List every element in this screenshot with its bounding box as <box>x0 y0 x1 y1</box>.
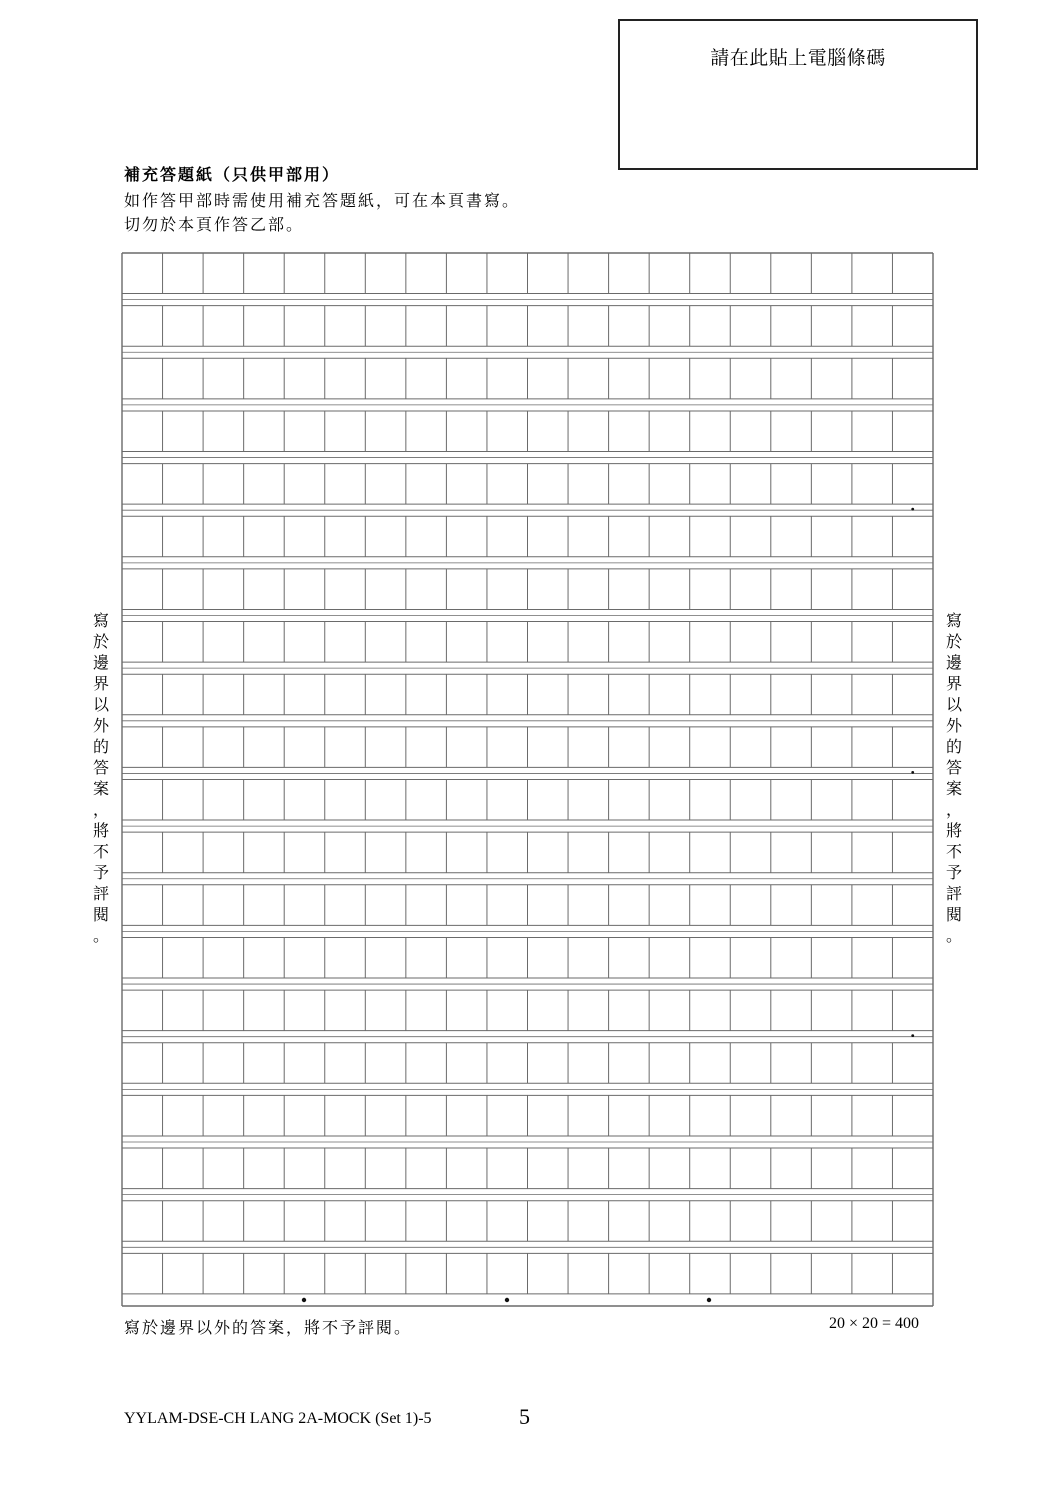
margin-warning-char: 於 <box>945 632 962 651</box>
count-marker-dot <box>911 1034 914 1037</box>
margin-warning-char: 將 <box>945 821 962 840</box>
margin-warning-char: ， <box>92 800 109 819</box>
margin-warning-char: 閱 <box>945 905 962 924</box>
count-marker-dot <box>911 508 914 511</box>
count-marker-dot <box>707 1298 711 1302</box>
barcode-instruction: 請在此貼上電腦條碼 <box>710 47 886 69</box>
count-marker-dot <box>505 1298 509 1302</box>
margin-warning-char: 不 <box>945 842 962 861</box>
paper-code: YYLAM-DSE-CH LANG 2A-MOCK (Set 1)-5 <box>124 1410 432 1427</box>
margin-warning-char: 不 <box>92 842 109 861</box>
margin-warning-char: 寫 <box>92 611 109 630</box>
margin-warning-char: 以 <box>92 695 109 714</box>
margin-warning-char: ， <box>945 800 962 819</box>
margin-warning-char: 界 <box>92 674 109 693</box>
character-count-formula: 20 × 20 = 400 <box>829 1315 920 1332</box>
margin-warning-char: 寫 <box>945 611 962 630</box>
margin-warning-char: 案 <box>92 779 109 798</box>
margin-warning-char: 答 <box>92 758 109 777</box>
margin-warning-char: 外 <box>92 716 109 735</box>
margin-warning-char: 的 <box>945 737 962 756</box>
supplementary-title: 補充答題紙（只供甲部用） <box>124 165 341 184</box>
margin-warning-char: 案 <box>945 779 962 798</box>
margin-warning-char: 於 <box>92 632 109 651</box>
bottom-margin-warning: 寫於邊界以外的答案，將不予評閱。 <box>124 1318 413 1337</box>
margin-warning-char: 將 <box>92 821 109 840</box>
margin-warning-char: 予 <box>945 863 962 882</box>
margin-warning-char: 評 <box>945 884 962 903</box>
margin-warning-char: 以 <box>945 695 962 714</box>
count-marker-dot <box>302 1298 306 1302</box>
supplementary-instruction-1: 如作答甲部時需使用補充答題紙，可在本頁書寫。 <box>124 191 521 210</box>
margin-warning-char: 答 <box>945 758 962 777</box>
count-marker-dot <box>911 771 914 774</box>
margin-warning-char: 外 <box>945 716 962 735</box>
margin-warning-char: 邊 <box>92 653 109 672</box>
supplementary-instruction-2: 切勿於本頁作答乙部。 <box>124 215 305 234</box>
margin-warning-char: 予 <box>92 863 109 882</box>
page-number: 5 <box>519 1404 530 1429</box>
margin-warning-char: 閱 <box>92 905 109 924</box>
margin-warning-char: 邊 <box>945 653 962 672</box>
margin-warning-char: 評 <box>92 884 109 903</box>
margin-warning-char: 。 <box>945 926 962 945</box>
margin-warning-char: 。 <box>92 926 109 945</box>
margin-warning-char: 界 <box>945 674 962 693</box>
margin-warning-char: 的 <box>92 737 109 756</box>
